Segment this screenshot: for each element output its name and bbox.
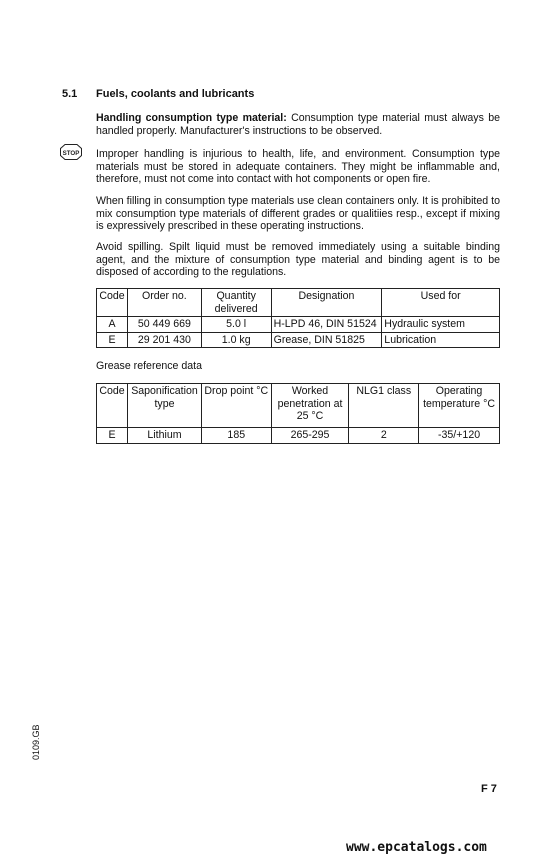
- cell-used-for: Lubrication: [382, 332, 500, 348]
- cell-quantity: 1.0 kg: [201, 332, 271, 348]
- hazard-paragraph: Improper handling is injurious to health, life, and environment. Consumption type materials must be stored in adequate containers. They might be inflammable and, therefore, must not come into contact with hot components or open fire.: [96, 148, 500, 186]
- cell-operating-temperature: -35/+120: [419, 428, 500, 444]
- materials-header-row: [97, 289, 500, 317]
- stop-sign-icon: [60, 144, 82, 160]
- cell-order-no: 29 201 430: [127, 332, 201, 348]
- cell-code: E: [97, 428, 128, 444]
- spilling-paragraph: Avoid spilling. Spilt liquid must be removed immediately using a suitable binding agent, and the mixture of consumption type material and binding agent is to be disposed of according to the regulations.: [96, 241, 500, 279]
- cell-designation: Grease, DIN 51825: [271, 332, 382, 348]
- header-code: Code: [97, 289, 128, 317]
- section-number: 5.1: [62, 88, 78, 100]
- cell-drop-point: 185: [201, 428, 271, 444]
- intro-paragraph: [96, 112, 500, 137]
- intro-bold-lead: Handling consumption type material:: [96, 112, 287, 124]
- header-operating-temperature: Operating temperature °C: [419, 384, 500, 428]
- table-row: [97, 428, 500, 444]
- document-code: 0109.GB: [31, 724, 41, 760]
- header-order-no: Order no.: [127, 289, 201, 317]
- page-number: F 7: [481, 783, 497, 795]
- section-title: Fuels, coolants and lubricants: [96, 88, 255, 100]
- cell-used-for: Hydraulic system: [382, 317, 500, 333]
- cell-code: A: [97, 317, 128, 333]
- cell-quantity: 5.0 l: [201, 317, 271, 333]
- cell-saponification: Lithium: [127, 428, 201, 444]
- table-row: [97, 317, 500, 333]
- filling-paragraph: When filling in consumption type materials use clean containers only. It is prohibited to mix consumption type materials of different grades or qualitiies resp., except if mixing is expressively prescribed in these operating instructions.: [96, 195, 500, 233]
- intro-text: Consumption type material must always be handled properly. Manufacturer's instructions to be observed.: [96, 112, 501, 137]
- table-row: [97, 332, 500, 348]
- header-worked-penetration: Worked penetration at 25 °C: [271, 384, 349, 428]
- header-quantity: Quantity delivered: [201, 289, 271, 317]
- stop-sign-label: STOP: [62, 150, 80, 157]
- header-nlg1-class: NLG1 class: [349, 384, 419, 428]
- header-designation: Designation: [271, 289, 382, 317]
- cell-code: E: [97, 332, 128, 348]
- header-code: Code: [97, 384, 128, 428]
- materials-table: [96, 288, 500, 348]
- cell-worked-penetration: 265-295: [271, 428, 349, 444]
- header-drop-point: Drop point °C: [201, 384, 271, 428]
- grease-table: [96, 383, 500, 444]
- header-used-for: Used for: [382, 289, 500, 317]
- cell-order-no: 50 449 669: [127, 317, 201, 333]
- grease-header-row: [97, 384, 500, 428]
- cell-designation: H-LPD 46, DIN 51524: [271, 317, 382, 333]
- footer-url: www.epcatalogs.com: [346, 840, 487, 855]
- header-saponification: Saponification type: [127, 384, 201, 428]
- cell-nlg1-class: 2: [349, 428, 419, 444]
- grease-caption: Grease reference data: [96, 360, 202, 372]
